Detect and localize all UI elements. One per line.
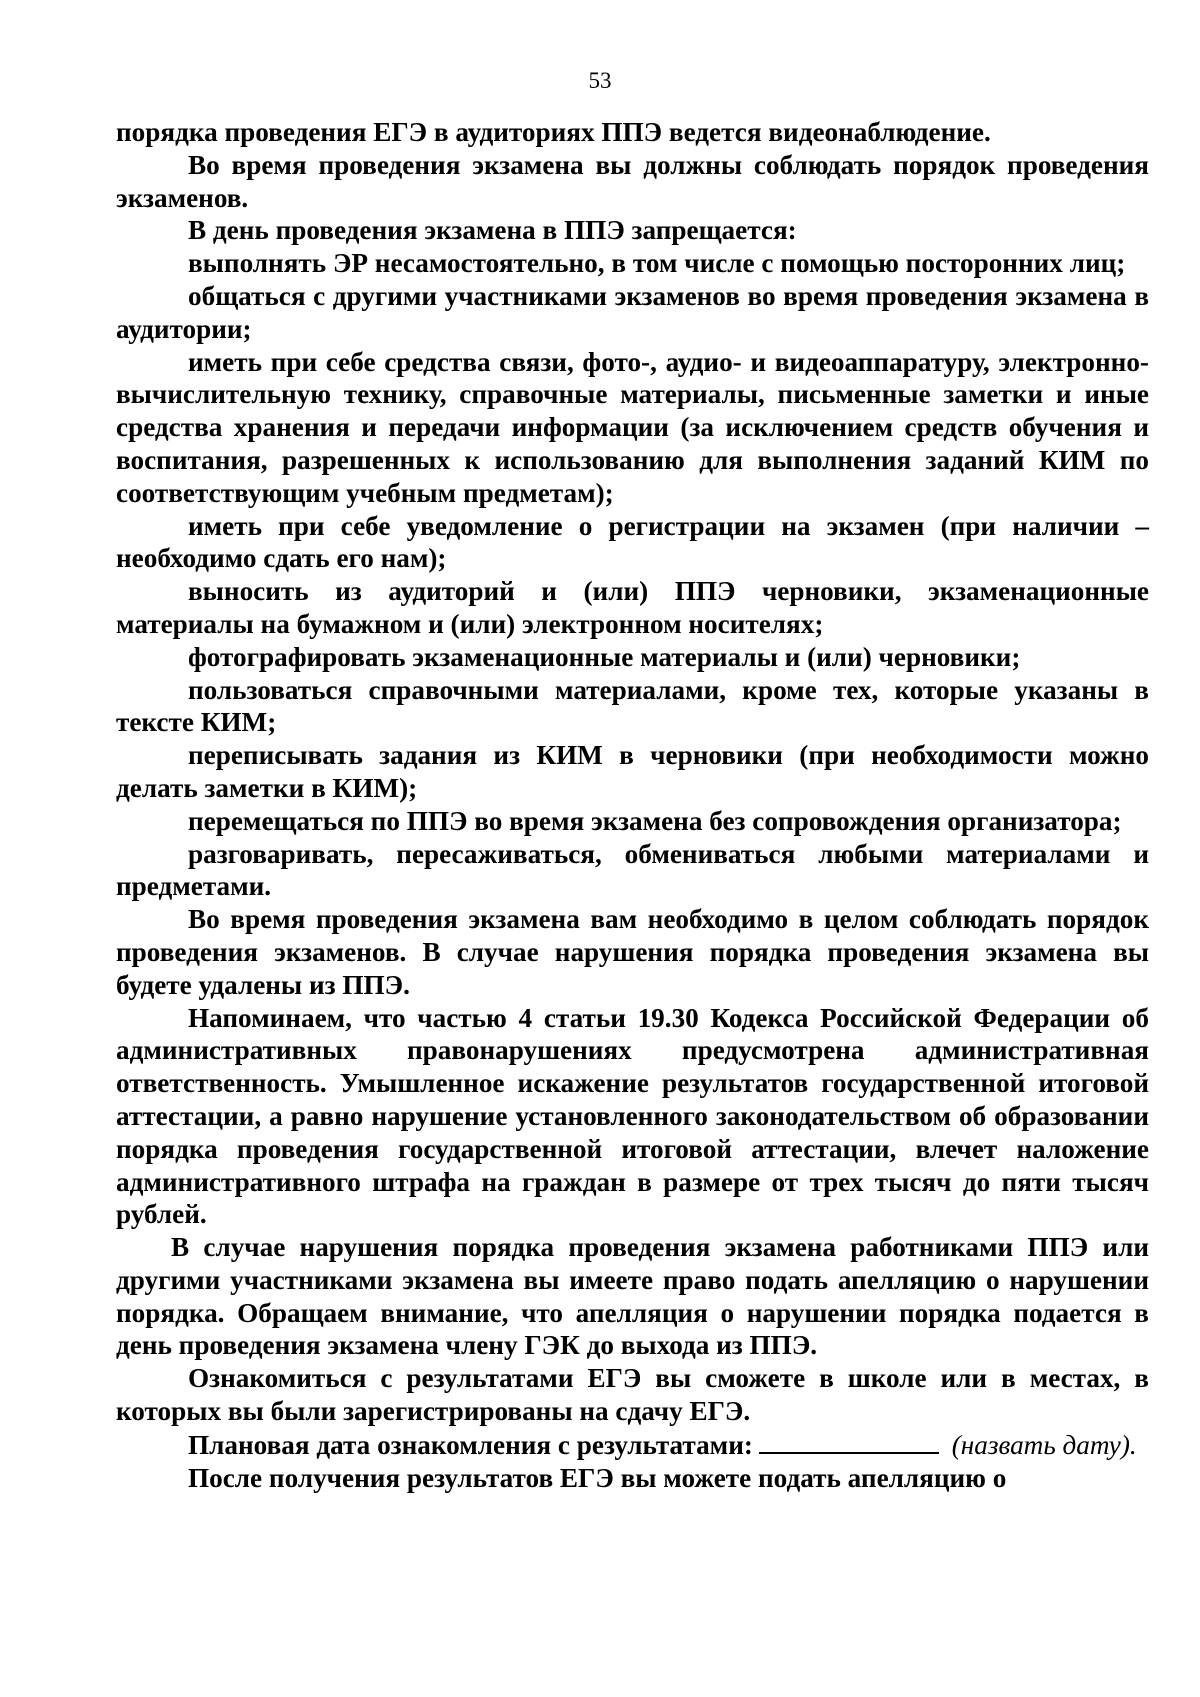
paragraph: После получения результатов ЕГЭ вы можете подать апелляцию о: [188, 1462, 1007, 1493]
document-body: [116, 116, 1149, 1494]
legal-paragraph: Напоминаем, что частью 4 статьи 19.30 Кодекса Российской Федерации об административных правонарушениях предусмотрена административная ответственность. Умышленное искажение результатов государственной итоговой аттестации, а равно нарушение установленного законодательством об образовании порядка проведения государственной итоговой аттестации, влечет наложение административного штрафа на граждан в размере от трех тысяч до пяти тысяч рублей.: [116, 1002, 1149, 1230]
planned-date-note: (назвать дату).: [951, 1429, 1137, 1460]
page-number: 53: [588, 68, 612, 93]
list-item: выносить из аудиторий и (или) ППЭ черновики, экзаменационные материалы на бумажном и (или) электронном носителях;: [116, 576, 1149, 639]
paragraph: В день проведения экзамена в ППЭ запрещается:: [188, 215, 797, 246]
date-blank-line: [759, 1428, 939, 1454]
list-item: иметь при себе уведомление о регистрации на экзамен (при наличии – необходимо сдать его нам);: [116, 510, 1149, 574]
paragraph: Ознакомиться с результатами ЕГЭ вы сможете в школе или в местах, в которых вы были зарегистрированы на сдачу ЕГЭ.: [116, 1363, 1149, 1427]
paragraph: Во время проведения экзамена вам необходимо в целом соблюдать порядок проведения экзаменов. В случае нарушения порядка проведения экзамена вы будете удалены из ППЭ.: [116, 904, 1149, 1000]
list-item: разговаривать, пересаживаться, обмениваться любыми материалами и предметами.: [116, 838, 1149, 902]
paragraph: Во время проведения экзамена вы должны соблюдать порядок проведения экзаменов.: [116, 149, 1149, 213]
list-item: выполнять ЭР несамостоятельно, в том числе с помощью посторонних лиц;: [188, 248, 1126, 279]
list-item: фотографировать экзаменационные материалы и (или) черновики;: [188, 641, 1021, 672]
list-item: перемещаться по ППЭ во время экзамена без сопровождения организатора;: [188, 805, 1122, 836]
list-item: переписывать задания из КИМ в черновики (при необходимости можно делать заметки в КИМ);: [116, 740, 1149, 803]
list-item: общаться с другими участниками экзаменов во время проведения экзамена в аудитории;: [116, 280, 1149, 344]
planned-date-paragraph: [116, 1428, 1149, 1462]
planned-date-label: Плановая дата ознакомления с результатами:: [188, 1429, 753, 1460]
list-item: иметь при себе средства связи, фото-, аудио- и видеоаппаратуру, электронно-вычислительную технику, справочные материалы, письменные заметки и иные средства хранения и передачи информации (за исключением средств обучения и воспитания, разрешенных к использованию для выполнения заданий КИМ по соответствующим учебным предметам);: [116, 346, 1149, 508]
paragraph: порядка проведения ЕГЭ в аудиториях ППЭ ведется видеонаблюдение.: [116, 117, 991, 147]
appeal-paragraph: В случае нарушения порядка проведения экзамена работниками ППЭ или другими участниками экзамена вы имеете право подать апелляцию о нарушении порядка. Обращаем внимание, что апелляция о нарушении порядка подается в день проведения экзамена члену ГЭК до выхода из ППЭ.: [116, 1232, 1149, 1361]
list-item: пользоваться справочными материалами, кроме тех, которые указаны в тексте КИМ;: [116, 674, 1149, 738]
